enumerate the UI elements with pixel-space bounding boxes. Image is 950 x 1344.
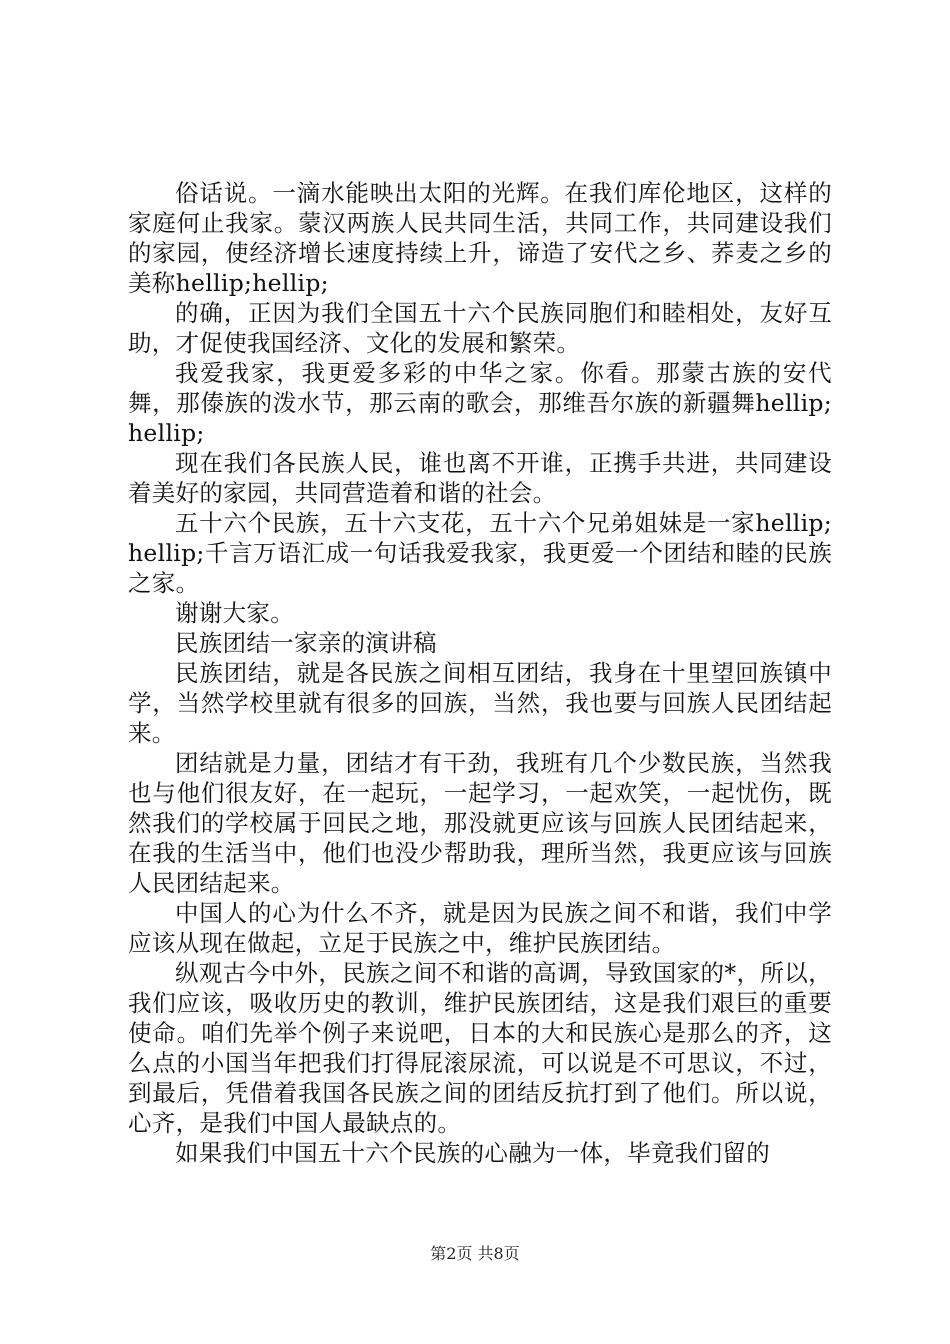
paragraph: 团结就是力量，团结才有干劲，我班有几个少数民族，当然我也与他们很友好，在一起玩，一起学习，一起欢笑，一起忧伤，既然我们的学校属于回民之地，那没就更应该与回族人民团结起来，在我的生活当中，他们也没少帮助我，理所当然，我更应该与回族人民团结起来。: [128, 749, 832, 897]
section-heading: 民族团结一家亲的演讲稿: [175, 629, 437, 657]
document-body: [128, 178, 832, 1168]
paragraph: 五十六个民族，五十六支花，五十六个兄弟姐妹是一家hellip;hellip;千言万语汇成一句话我爱我家，我更爱一个团结和睦的民族之家。: [128, 509, 832, 597]
paragraph: 我爱我家，我更爱多彩的中华之家。你看。那蒙古族的安代舞，那傣族的泼水节，那云南的歌会，那维吾尔族的新疆舞hellip;hellip;: [128, 359, 832, 447]
paragraph: 俗话说。一滴水能映出太阳的光辉。在我们库伦地区，这样的家庭何止我家。蒙汉两族人民共同生活，共同工作，共同建设我们的家园，使经济增长速度持续上升，谛造了安代之乡、荞麦之乡的美称hellip;hellip;: [128, 179, 832, 297]
paragraph: 现在我们各民族人民，谁也离不开谁，正携手共进，共同建设着美好的家园，共同营造着和谐的社会。: [128, 449, 832, 507]
paragraph: 民族团结，就是各民族之间相互团结，我身在十里望回族镇中学，当然学校里就有很多的回族，当然，我也要与回族人民团结起来。: [128, 659, 832, 747]
paragraph: 中国人的心为什么不齐，就是因为民族之间不和谐，我们中学应该从现在做起，立足于民族之中，维护民族团结。: [128, 899, 832, 957]
paragraph: 如果我们中国五十六个民族的心融为一体，毕竟我们留的: [175, 1139, 770, 1167]
page-number-footer: 第2页 共8页: [430, 1244, 520, 1263]
paragraph: 的确，正因为我们全国五十六个民族同胞们和睦相处，友好互助，才促使我国经济、文化的发展和繁荣。: [128, 299, 832, 357]
paragraph: 纵观古今中外，民族之间不和谐的高调，导致国家的*，所以，我们应该，吸收历史的教训，维护民族团结，这是我们艰巨的重要使命。咱们先举个例子来说吧，日本的大和民族心是那么的齐，这么点的小国当年把我们打得屁滚尿流，可以说是不可思议，不过，到最后，凭借着我国各民族之间的团结反抗打到了他们。所以说，心齐，是我们中国人最缺点的。: [128, 959, 832, 1137]
paragraph: 谢谢大家。: [175, 599, 294, 627]
